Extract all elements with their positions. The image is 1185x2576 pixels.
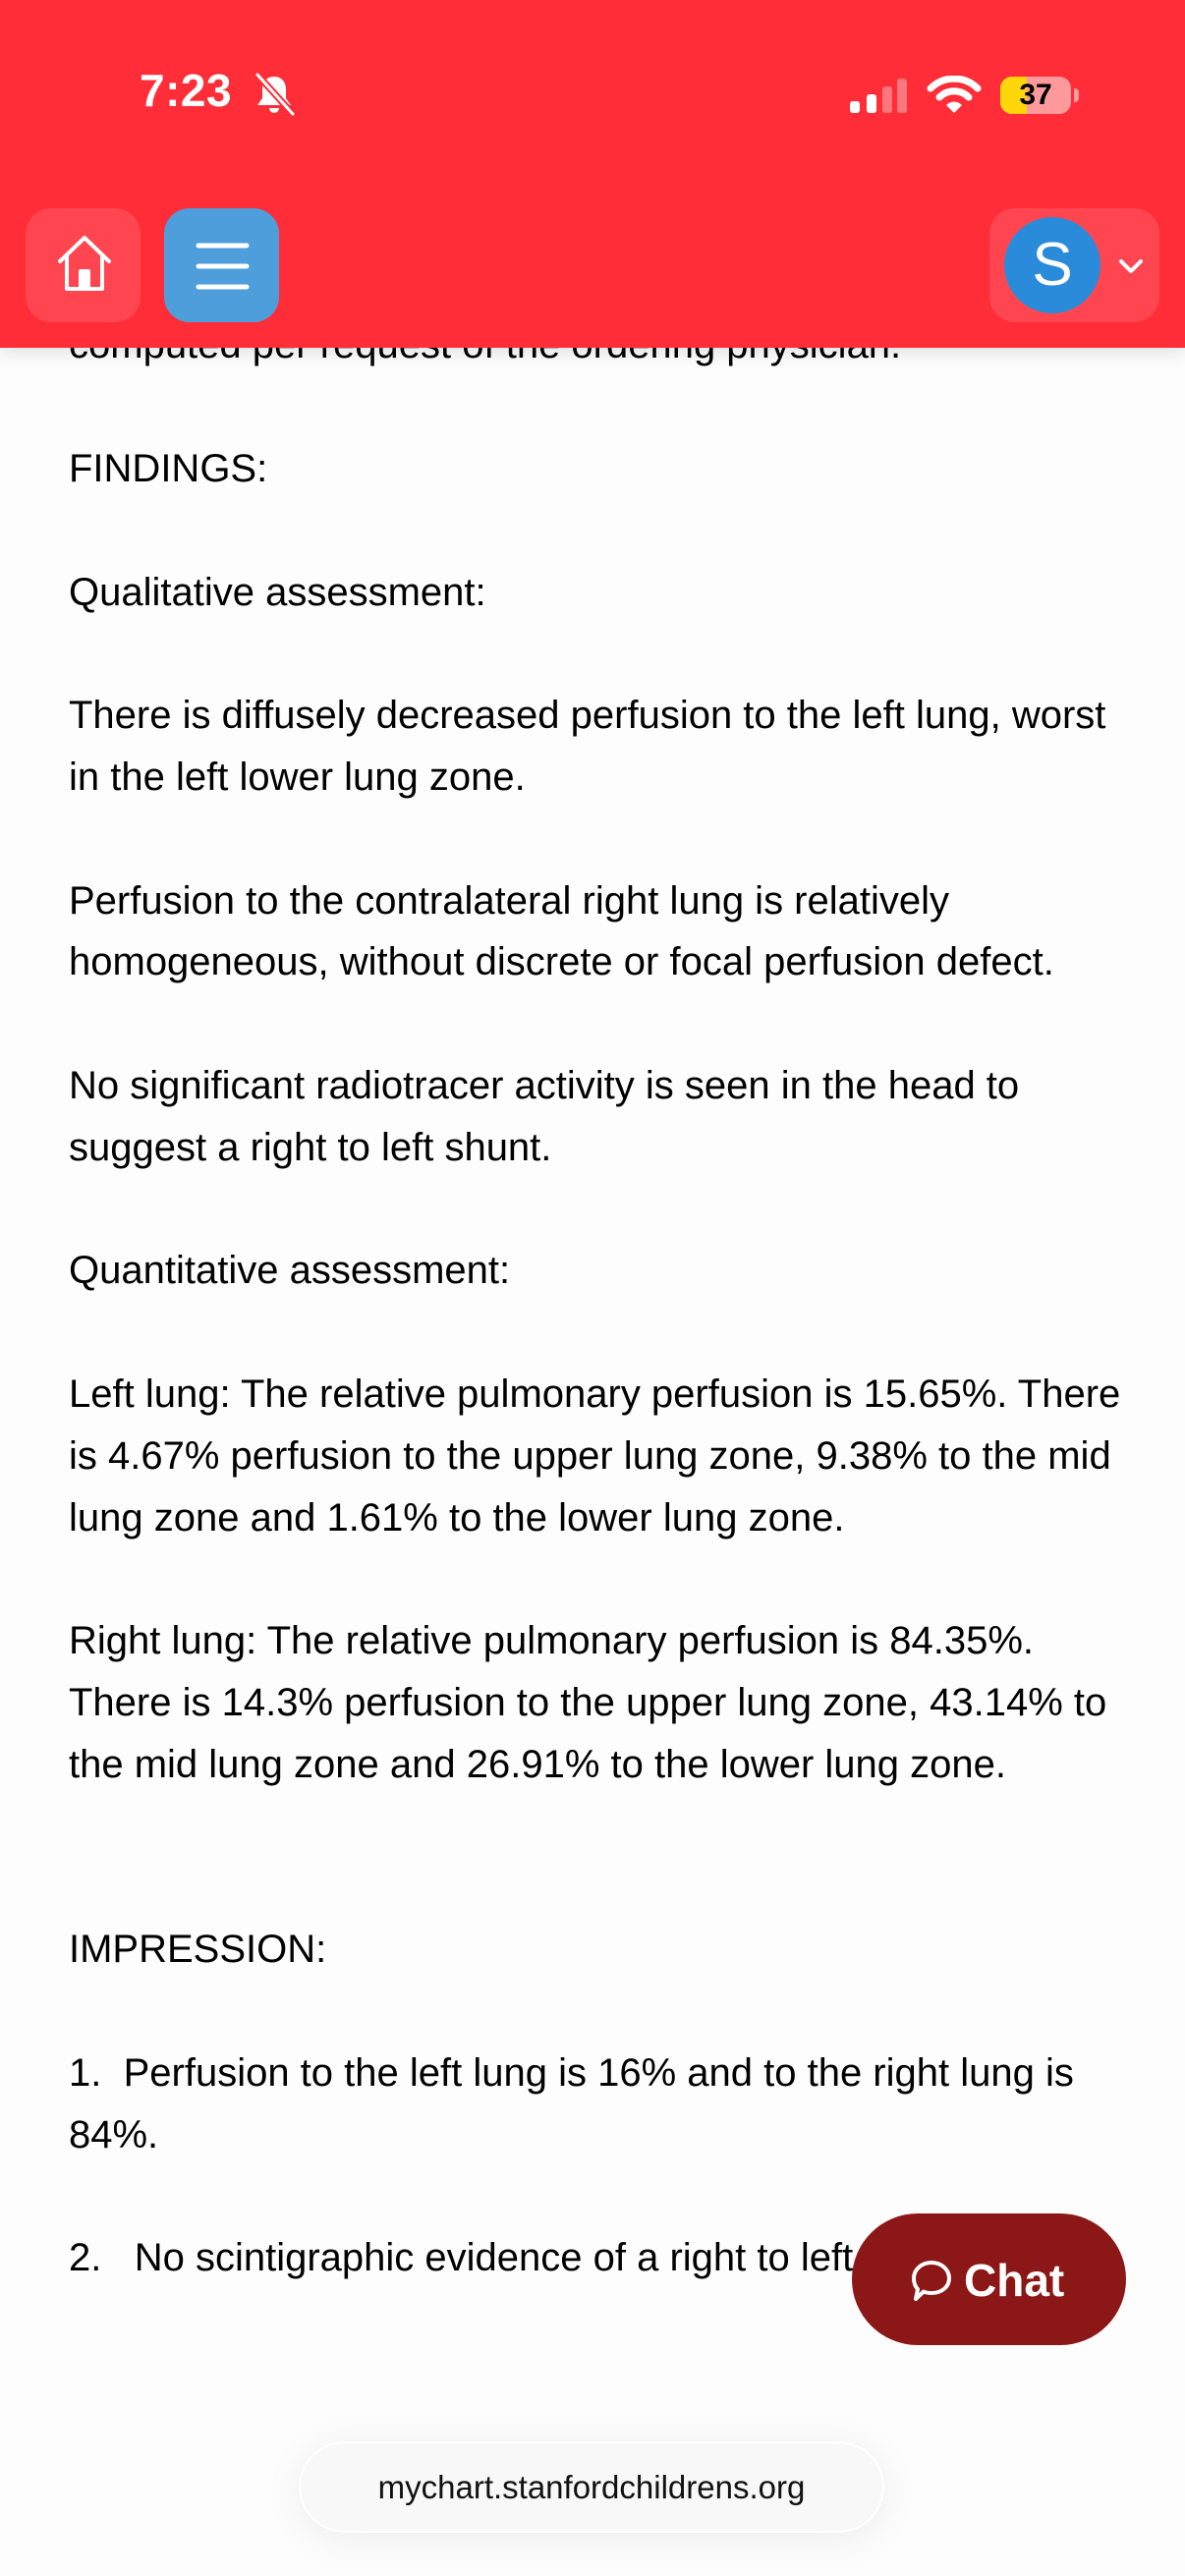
qualitative-heading: Qualitative assessment:	[69, 570, 486, 614]
report-line: No significant radiotracer activity is seen in the head to	[69, 1064, 1020, 1107]
impression-heading: IMPRESSION:	[69, 1928, 327, 1972]
chevron-down-icon	[1115, 255, 1147, 277]
impression-item-line: 84%.	[69, 2112, 159, 2156]
report-line: Perfusion to the contralateral right lung is relatively	[69, 878, 950, 923]
report-line: lung zone and 1.61% to the lower lung zone.	[69, 1495, 845, 1540]
app-header	[0, 0, 1185, 348]
speech-bubble-icon	[909, 2259, 954, 2304]
report-line: Left lung: The relative pulmonary perfusion is 15.65%. There	[69, 1372, 1121, 1416]
quantitative-heading: Quantitative assessment:	[69, 1249, 511, 1293]
home-button[interactable]	[26, 208, 141, 322]
report-line: in the left lower lung zone.	[69, 756, 526, 799]
chat-button[interactable]	[852, 2213, 1126, 2345]
report-line: is 4.67% perfusion to the upper lung zone, 9.38% to the mid	[69, 1433, 1111, 1478]
report-line: There is 14.3% perfusion to the upper lung zone, 43.14% to	[69, 1681, 1107, 1724]
account-menu-button[interactable]	[989, 208, 1159, 322]
hamburger-menu-icon	[164, 208, 279, 322]
url-text: mychart.stanfordchildrens.org	[377, 2469, 806, 2505]
avatar: S	[1004, 217, 1100, 313]
status-time: 7:23	[140, 65, 233, 116]
house-icon	[26, 208, 141, 322]
signal-bar	[850, 101, 860, 113]
impression-item-line: 1. Perfusion to the left lung is 16% and to the right lung is	[69, 2050, 1074, 2095]
battery-indicator	[1000, 77, 1071, 114]
battery-tip	[1074, 88, 1079, 102]
wifi-icon	[927, 76, 982, 115]
report-line: homogeneous, without discrete or focal perfusion defect.	[69, 940, 1054, 984]
browser-url-bar[interactable]	[299, 2441, 884, 2533]
findings-heading: FINDINGS:	[69, 447, 268, 490]
chat-label: Chat	[964, 2255, 1065, 2306]
menu-button[interactable]	[164, 208, 279, 322]
report-line: Right lung: The relative pulmonary perfusion is 84.35%.	[69, 1619, 1035, 1663]
signal-bar	[897, 79, 907, 113]
signal-bar	[882, 86, 892, 113]
signal-bar	[867, 94, 876, 113]
report-line: the mid lung zone and 26.91% to the lower lung zone.	[69, 1742, 1006, 1786]
cellular-signal-icon	[850, 78, 909, 113]
report-line: suggest a right to left shunt.	[69, 1125, 552, 1169]
report-line: There is diffusely decreased perfusion to the left lung, worst	[69, 694, 1106, 738]
impression-item-line: 2. No scintigraphic evidence of a right to left	[69, 2236, 854, 2280]
bell-slash-icon	[252, 73, 297, 116]
battery-percent: 37	[1019, 79, 1052, 111]
